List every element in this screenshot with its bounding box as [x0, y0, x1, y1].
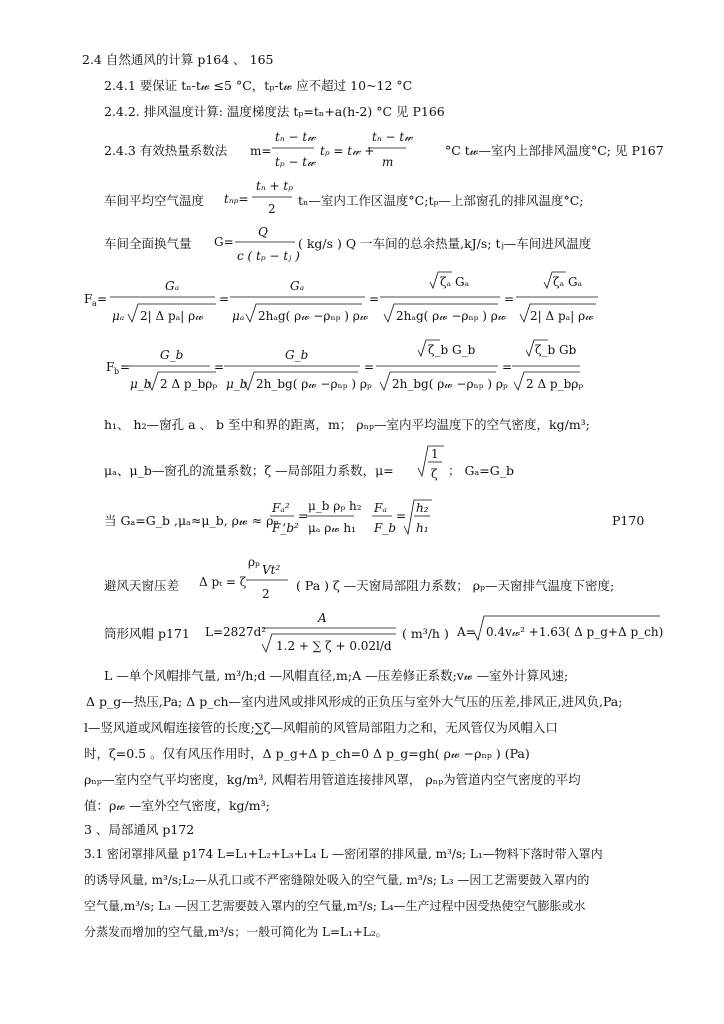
section-heading-3: 3 、局部通风 p172: [84, 822, 195, 837]
svg-text:ζ_b G_b: ζ_b G_b: [428, 343, 476, 357]
section-3-p2: 的诱导风量, m³/s;L₂—从孔口或不严密缝隙处吸入的空气量, m³/s; L₃ —因工艺需要鼓入罩内的: [84, 873, 590, 887]
svg-text:tₙ − t𝓌: tₙ − t𝓌: [372, 130, 413, 144]
svg-text:2 Δ p_bρₚ: 2 Δ p_bρₚ: [160, 377, 218, 391]
svg-text:F: F: [84, 292, 93, 306]
ratio-page-ref: P170: [612, 513, 645, 528]
svg-text:=: =: [298, 509, 309, 523]
svg-text:=: =: [369, 292, 380, 306]
formula-pressure: [199, 555, 288, 601]
svg-text:tₚ = t𝓌 +: tₚ = t𝓌 +: [320, 144, 375, 158]
svg-text:L=2827d²: L=2827d²: [205, 625, 267, 639]
svg-text:0.4v𝓌² +1.63( Δ p_g+Δ p_ch): 0.4v𝓌² +1.63( Δ p_g+Δ p_ch): [486, 625, 664, 639]
svg-text:1.2 + ∑ ζ + 0.02l/d: 1.2 + ∑ ζ + 0.02l/d: [276, 639, 392, 653]
text-2-4-3-label: 2.4.3 有效热量系数法: [104, 143, 228, 158]
definition-mu: μₐ、μ_b—窗孔的流量系数；ζ —局部阻力系数，μ=: [104, 463, 394, 478]
definition-mu-tail: ； Gₐ=G_b: [448, 463, 514, 478]
svg-text:Δ pₜ = ζ: Δ pₜ = ζ: [199, 575, 247, 589]
hood-label: 筒形风帽 p171: [104, 626, 190, 641]
formula-tp: [320, 130, 414, 169]
svg-text:F_b: F_b: [374, 521, 397, 535]
formula-m: [250, 130, 317, 169]
svg-text:m: m: [382, 155, 394, 169]
svg-text:h₁: h₁: [416, 521, 429, 535]
pressure-note: ( Pa ) ζ —天窗局部阻力系数； ρₚ—天窗排气温度下密度;: [296, 578, 615, 593]
text-rho-w-line: 值：ρ𝓌 —室外空气密度，kg/m³;: [84, 798, 270, 813]
formula-Fb: [106, 340, 583, 391]
svg-text:tₙₚ=: tₙₚ=: [224, 192, 249, 206]
svg-text:=: =: [364, 360, 375, 374]
text-zeta-line: 时，ζ=0.5 。仅有风压作用时，Δ p_g+Δ p_ch=0 Δ p_g=gh( ρ𝓌 −ρₙₚ ) (Pa): [84, 746, 530, 761]
svg-text:tₚ − t𝓌: tₚ − t𝓌: [275, 155, 316, 169]
svg-text:=: =: [502, 360, 513, 374]
svg-text:F_b²: F_b²: [272, 521, 299, 535]
formula-G: [214, 225, 300, 263]
svg-text:F: F: [106, 360, 115, 374]
svg-text:Fₐ: Fₐ: [374, 501, 387, 515]
formula-tnp: [224, 179, 293, 216]
svg-text:2h_bg( ρ𝓌 −ρₙₚ ) ρₚ: 2h_bg( ρ𝓌 −ρₙₚ ) ρₚ: [392, 377, 508, 391]
formula-mu: [418, 446, 444, 481]
avg-temp-note: tₙ—室内工作区温度°C;tₚ—上部窗孔的排风温度°C;: [298, 193, 584, 208]
text-L-line: L —单个风帽排气量, m³/h;d —风帽直径,m;A —压差修正系数;v𝓌 —室外计算风速;: [104, 668, 569, 683]
air-change-label: 车间全面换气量: [104, 236, 192, 251]
svg-text:2hₐg( ρ𝓌 −ρₙₚ ) ρ𝓌: 2hₐg( ρ𝓌 −ρₙₚ ) ρ𝓌: [396, 309, 507, 323]
svg-text:G_b: G_b: [285, 348, 309, 362]
svg-text:μₐ: μₐ: [112, 309, 125, 323]
section-heading-2-4: 2.4 自然通风的计算 p164 、 165: [82, 52, 274, 67]
svg-text:b: b: [114, 367, 120, 376]
svg-text:μ_b: μ_b: [130, 377, 152, 391]
text-2-4-2: 2.4.2. 排风温度计算: 温度梯度法 tₚ=tₙ+a(h-2) °C 见 P166: [104, 104, 445, 119]
section-3-p1: 3.1 密闭罩排风量 p174 L=L₁+L₂+L₃+L₄ L —密闭罩的排风量, m³/s; L₁—物料下落时带入罩内: [84, 847, 603, 861]
svg-text:ζ_b Gb: ζ_b Gb: [535, 343, 577, 357]
svg-text:=: =: [97, 292, 108, 306]
svg-text:2: 2: [262, 587, 270, 601]
svg-text:Fₐ²: Fₐ²: [272, 501, 290, 515]
svg-text:A=: A=: [457, 625, 476, 639]
text-l-line: l—竖风道或风帽连接管的长度;∑ζ—风帽前的风管局部阻力之和，无风管仅为风帽入口: [84, 720, 558, 735]
svg-text:2 Δ p_bρₚ: 2 Δ p_bρₚ: [526, 377, 584, 391]
svg-text:A: A: [318, 611, 327, 625]
section-3-p3: 空气量,m³/s; L₃ —因工艺需要鼓入罩内的空气量,m³/s; L₄—生产过程中因受热使空气膨胀或水: [84, 899, 586, 913]
svg-text:Gₐ: Gₐ: [165, 279, 180, 293]
svg-text:2| Δ pₐ| ρ𝓌: 2| Δ pₐ| ρ𝓌: [530, 309, 594, 323]
text-2-4-3-note: °C t𝓌—室内上部排风温度°C; 见 P167: [445, 143, 664, 158]
svg-text:Q: Q: [258, 225, 268, 239]
formula-hood-A: [456, 616, 663, 640]
svg-text:tₙ − t𝓌: tₙ − t𝓌: [275, 130, 316, 144]
svg-text:=: =: [214, 360, 225, 374]
pressure-label: 避风天窗压差: [104, 578, 180, 593]
svg-text:μ_b ρₚ h₂: μ_b ρₚ h₂: [308, 499, 362, 513]
section-3-p4: 分蒸发而增加的空气量,m³/s；一般可简化为 L=L₁+L₂。: [84, 925, 388, 939]
air-change-note: ( kg/s ) Q 一车间的总余热量,kJ/s; tⱼ—车间进风温度: [298, 236, 592, 251]
svg-text:h₂: h₂: [416, 501, 429, 515]
svg-text:2: 2: [268, 202, 276, 216]
text-dp-line: Δ p_g—热压,Pa; Δ p_ch—室内进风或排风形成的正负压与室外大气压的压差,排风正,进风负,Pa;: [86, 694, 623, 709]
svg-text:μₐ ρ𝓌 h₁: μₐ ρ𝓌 h₁: [308, 521, 356, 535]
hood-note: ( m³/h ): [402, 626, 449, 641]
svg-text:ρₚ: ρₚ: [248, 555, 260, 569]
svg-text:G_b: G_b: [160, 348, 184, 362]
svg-text:ζₐ Gₐ: ζₐ Gₐ: [440, 275, 470, 289]
svg-text:m=: m=: [250, 144, 272, 158]
text-rho-line: ρₙₚ—室内空气平均密度，kg/m³, 风帽若用管道连接排风罩， ρₙₚ为管道内空气密度的平均: [84, 772, 581, 787]
formula-ratio: [270, 499, 432, 535]
svg-text:2| Δ pₐ| ρ𝓌: 2| Δ pₐ| ρ𝓌: [140, 309, 204, 323]
svg-text:μ_b: μ_b: [226, 377, 248, 391]
definition-h: h₁、 h₂—窗孔 a 、 b 至中和界的距离，m； ρₙₚ—室内平均温度下的空气密度，kg/m³;: [104, 417, 590, 432]
svg-text:G=: G=: [214, 235, 234, 249]
svg-text:1: 1: [431, 447, 439, 461]
svg-text:=: =: [504, 292, 515, 306]
formula-Fa: [84, 272, 598, 323]
svg-text:2h_bg( ρ𝓌 −ρₙₚ ) ρₚ: 2h_bg( ρ𝓌 −ρₙₚ ) ρₚ: [256, 377, 372, 391]
ratio-lead: 当 Gₐ=G_b ,μₐ≈μ_b, ρ𝓌 ≈ ρₚ ,: [104, 513, 287, 528]
avg-temp-label: 车间平均空气温度: [104, 193, 205, 208]
svg-text:ζₐ Gₐ: ζₐ Gₐ: [553, 275, 583, 289]
svg-text:μₐ: μₐ: [232, 309, 245, 323]
svg-text:=: =: [219, 292, 230, 306]
formula-hood-L: [205, 611, 396, 653]
svg-text:a: a: [92, 299, 97, 308]
svg-text:2hₐg( ρ𝓌 −ρₙₚ ) ρ𝓌: 2hₐg( ρ𝓌 −ρₙₚ ) ρ𝓌: [258, 309, 369, 323]
text-2-4-1: 2.4.1 要保证 tₙ-t𝓌 ≤5 °C，tₚ-t𝓌 应不超过 10~12 °C: [104, 78, 413, 93]
svg-text:c ( tₚ − tⱼ ): c ( tₚ − tⱼ ): [237, 249, 300, 263]
svg-text:tₙ + tₚ: tₙ + tₚ: [256, 179, 293, 193]
svg-text:=: =: [120, 360, 131, 374]
svg-text:Vt²: Vt²: [262, 563, 281, 577]
svg-text:ζ: ζ: [431, 467, 438, 481]
svg-text:=: =: [396, 509, 407, 523]
svg-text:Gₐ: Gₐ: [290, 279, 305, 293]
